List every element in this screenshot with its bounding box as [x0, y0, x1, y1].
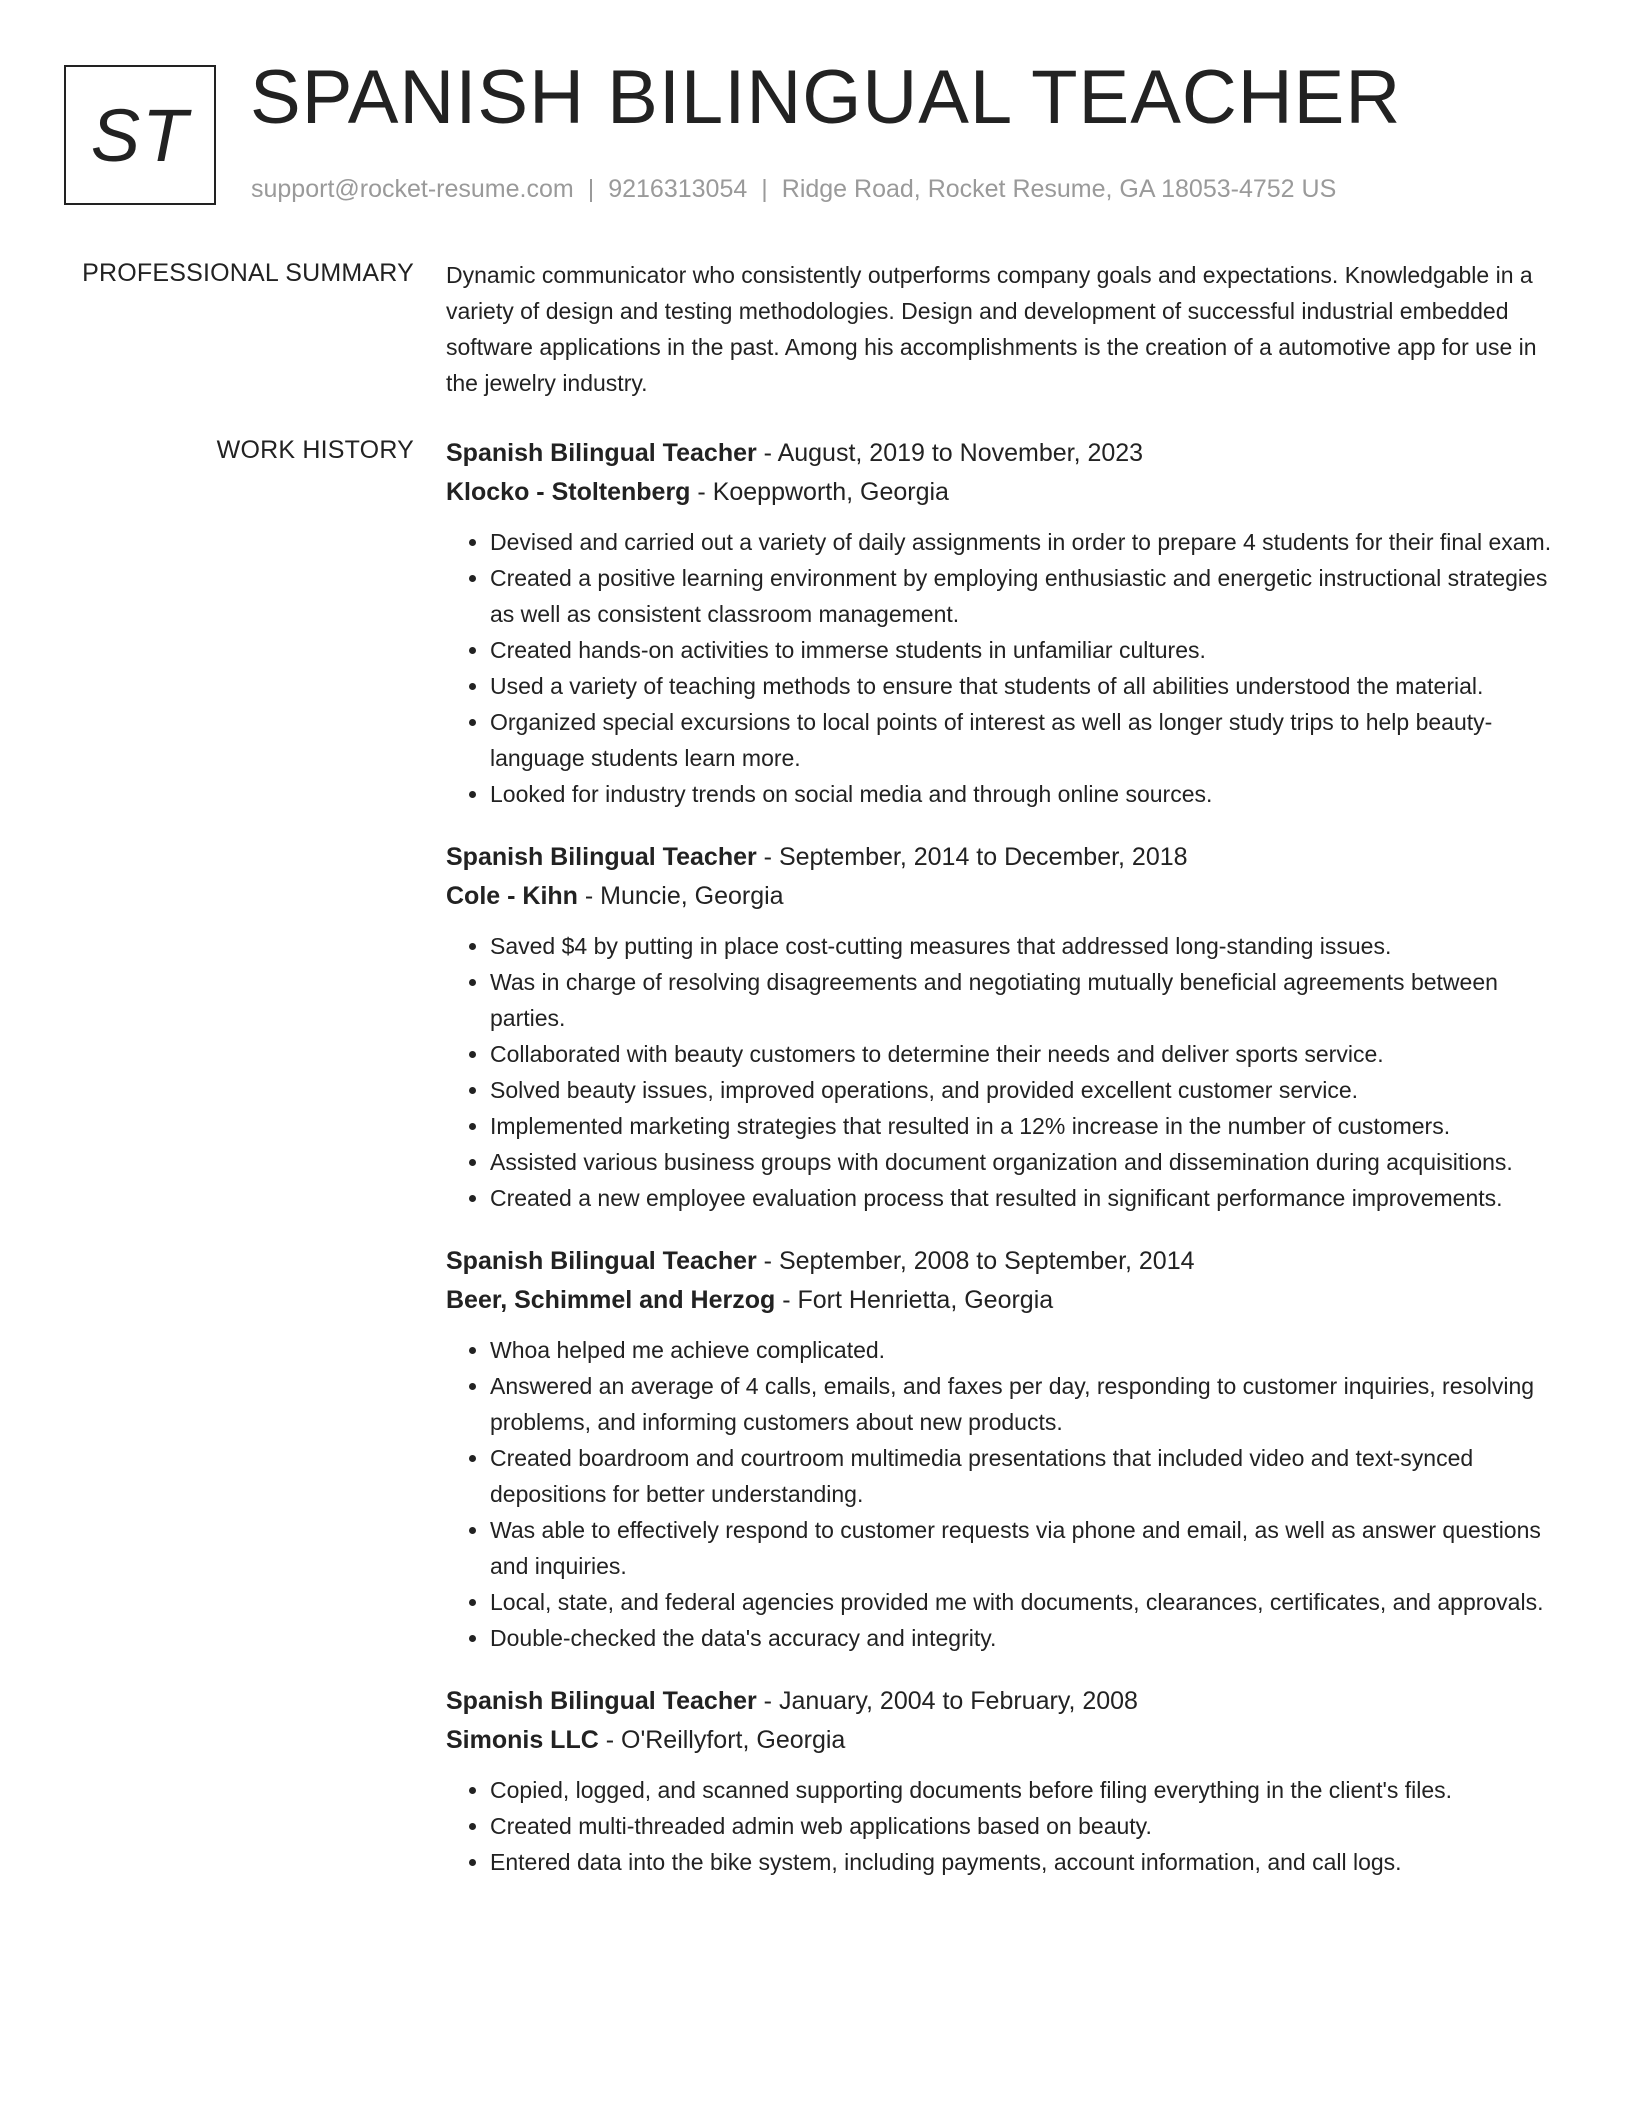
job-entry — [446, 1242, 1568, 1656]
job-title: Spanish Bilingual Teacher — [446, 843, 757, 871]
job-bullet: • Looked for industry trends on social media and through online sources. — [490, 776, 1568, 812]
job-company: Cole - Kihn — [446, 882, 578, 910]
job-bullet: • Implemented marketing strategies that resulted in a 12% increase in the number of customers. — [490, 1108, 1568, 1144]
contact-separator: | — [761, 175, 768, 203]
summary-section-label: PROFESSIONAL SUMMARY — [82, 259, 414, 287]
job-bullet: • Created boardroom and courtroom multimedia presentations that included video and text-synced depositions for better understanding. — [490, 1440, 1568, 1512]
job-bullet-list — [446, 1772, 1568, 1880]
job-bullet: • Was in charge of resolving disagreements and negotiating mutually beneficial agreements between parties. — [490, 964, 1568, 1036]
job-bullet: • Used a variety of teaching methods to ensure that students of all abilities understood the material. — [490, 668, 1568, 704]
job-bullet: • Answered an average of 4 calls, emails, and faxes per day, responding to customer inquiries, resolving problems, and informing customers about new products. — [490, 1368, 1568, 1440]
contact-separator: | — [587, 175, 595, 203]
job-bullet: • Assisted various business groups with document organization and dissemination during acquisitions. — [490, 1144, 1568, 1180]
job-bullet: • Created multi-threaded admin web applications based on beauty. — [490, 1808, 1568, 1844]
contact-email[interactable]: support@rocket-resume.com — [251, 175, 574, 203]
job-bullet: • Copied, logged, and scanned supporting documents before filing everything in the client's files. — [490, 1772, 1568, 1808]
job-bullet: • Collaborated with beauty customers to determine their needs and deliver sports service. — [490, 1036, 1568, 1072]
job-dates: - January, 2004 to February, 2008 — [763, 1687, 1138, 1715]
job-company-line — [446, 1721, 1568, 1760]
job-title-line — [446, 434, 1568, 473]
contact-address: Ridge Road, Rocket Resume, GA 18053-4752 US — [781, 175, 1337, 203]
job-bullet-list — [446, 928, 1568, 1216]
job-company-line — [446, 877, 1568, 916]
summary-section — [446, 257, 1568, 401]
job-title-line — [446, 838, 1568, 877]
work-history-section — [446, 434, 1568, 1906]
work-history-section-label: WORK HISTORY — [216, 436, 414, 464]
monogram-logo: ST — [64, 65, 216, 205]
contact-line — [251, 175, 1336, 204]
contact-phone[interactable]: 9216313054 — [608, 175, 748, 203]
job-location: - Muncie, Georgia — [584, 882, 784, 910]
job-bullet: • Organized special excursions to local points of interest as well as longer study trips to help beauty-language students learn more. — [490, 704, 1568, 776]
job-bullet: • Saved $4 by putting in place cost-cutting measures that addressed long-standing issues. — [490, 928, 1568, 964]
job-location: - O'Reillyfort, Georgia — [605, 1726, 846, 1754]
job-dates: - August, 2019 to November, 2023 — [763, 439, 1144, 467]
resume-title: SPANISH BILINGUAL TEACHER — [250, 55, 1402, 140]
job-bullet: • Local, state, and federal agencies provided me with documents, clearances, certificates, and approvals. — [490, 1584, 1568, 1620]
job-location: - Fort Henrietta, Georgia — [782, 1286, 1054, 1314]
job-title: Spanish Bilingual Teacher — [446, 1687, 757, 1715]
job-title-line — [446, 1242, 1568, 1281]
job-bullet: • Was able to effectively respond to customer requests via phone and email, as well as answer questions and inquiries. — [490, 1512, 1568, 1584]
job-bullet: • Created hands-on activities to immerse students in unfamiliar cultures. — [490, 632, 1568, 668]
job-bullet: • Whoa helped me achieve complicated. — [490, 1332, 1568, 1368]
job-bullet: • Double-checked the data's accuracy and integrity. — [490, 1620, 1568, 1656]
job-bullet: • Solved beauty issues, improved operations, and provided excellent customer service. — [490, 1072, 1568, 1108]
job-bullet: • Devised and carried out a variety of daily assignments in order to prepare 4 students for their final exam. — [490, 524, 1568, 560]
job-location: - Koeppworth, Georgia — [697, 478, 949, 506]
job-company: Beer, Schimmel and Herzog — [446, 1286, 776, 1314]
job-company: Simonis LLC — [446, 1726, 599, 1754]
job-title: Spanish Bilingual Teacher — [446, 439, 757, 467]
summary-text: Dynamic communicator who consistently outperforms company goals and expectations. Knowledgable in a variety of design and testing methodologies. Design and development of successful industrial embedded software applications in the past. Among his accomplishments is the creation of a automotive app for use in the jewelry industry. — [446, 262, 1537, 396]
job-bullet-list — [446, 524, 1568, 812]
job-bullet: • Created a positive learning environment by employing enthusiastic and energetic instructional strategies as well as consistent classroom management. — [490, 560, 1568, 632]
job-bullet: • Entered data into the bike system, including payments, account information, and call logs. — [490, 1844, 1568, 1880]
job-title-line — [446, 1682, 1568, 1721]
job-company-line — [446, 1281, 1568, 1320]
job-company: Klocko - Stoltenberg — [446, 478, 691, 506]
job-company-line — [446, 473, 1568, 512]
job-entry — [446, 838, 1568, 1216]
job-title: Spanish Bilingual Teacher — [446, 1247, 757, 1275]
job-dates: - September, 2008 to September, 2014 — [763, 1247, 1195, 1275]
job-dates: - September, 2014 to December, 2018 — [763, 843, 1188, 871]
job-entry — [446, 1682, 1568, 1880]
job-bullet: • Created a new employee evaluation process that resulted in significant performance improvements. — [490, 1180, 1568, 1216]
job-entry — [446, 434, 1568, 812]
job-bullet-list — [446, 1332, 1568, 1656]
